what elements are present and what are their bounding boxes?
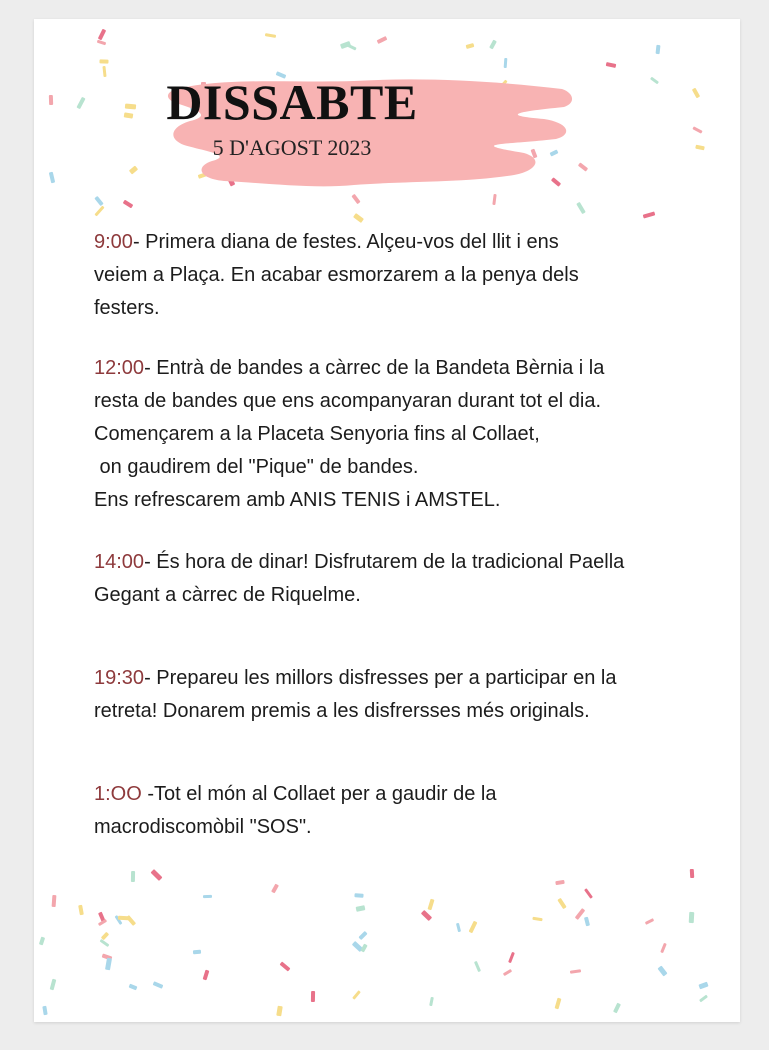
- confetti-piece: [128, 166, 137, 175]
- confetti-piece: [656, 45, 661, 54]
- confetti-piece: [503, 969, 512, 976]
- page-title: DISSABTE: [166, 74, 418, 130]
- confetti-piece: [356, 905, 366, 912]
- event-time: 12:00: [94, 357, 145, 379]
- confetti-piece: [689, 911, 695, 922]
- event-text: - És hora de dinar! Disfrutarem de la tradicional Paella: [144, 551, 625, 573]
- event-item: [94, 778, 714, 844]
- confetti-piece: [657, 965, 667, 976]
- confetti-piece: [358, 931, 367, 940]
- confetti-piece: [466, 43, 475, 49]
- event-time: 19:30: [94, 667, 145, 689]
- confetti-piece: [605, 62, 616, 68]
- event-time: 14:00: [94, 551, 145, 573]
- confetti-piece: [276, 1005, 283, 1016]
- confetti-piece: [42, 1006, 47, 1016]
- confetti-piece: [203, 895, 212, 898]
- confetti-piece: [78, 905, 84, 916]
- confetti-piece: [129, 984, 138, 991]
- event-time: 9:00: [94, 231, 133, 253]
- confetti-piece: [122, 200, 133, 209]
- confetti-piece: [492, 194, 496, 205]
- page-date: 5 D'AGOST 2023: [212, 135, 372, 160]
- confetti-piece: [377, 36, 388, 44]
- confetti-piece: [698, 981, 708, 989]
- confetti-piece: [474, 961, 481, 972]
- confetti-piece: [421, 910, 432, 921]
- confetti-piece: [584, 916, 590, 926]
- confetti-piece: [153, 982, 164, 990]
- confetti-piece: [279, 962, 290, 972]
- confetti-piece: [691, 88, 699, 99]
- confetti-piece: [508, 952, 515, 963]
- confetti-piece: [695, 145, 705, 151]
- event-text: -Tot el món al Collaet per a gaudir de la: [141, 783, 497, 805]
- event-line: on gaudirem del "Pique" de bandes.: [94, 456, 419, 478]
- event-line: macrodiscomòbil "SOS".: [94, 816, 312, 838]
- confetti-piece: [428, 899, 435, 911]
- confetti-piece: [271, 883, 279, 893]
- confetti-piece: [489, 39, 497, 49]
- confetti-piece: [469, 921, 478, 934]
- event-first-line: [94, 352, 714, 385]
- confetti-piece: [52, 894, 57, 906]
- confetti-piece: [352, 990, 361, 1000]
- confetti-piece: [361, 944, 368, 953]
- confetti-piece: [569, 969, 580, 974]
- confetti-piece: [49, 171, 55, 183]
- event-text: - Prepareu les millors disfresses per a participar en la: [144, 667, 617, 689]
- confetti-piece: [693, 126, 703, 133]
- confetti-piece: [429, 997, 434, 1006]
- event-line: retreta! Donarem premis a les disfrersses més originals.: [94, 700, 590, 722]
- confetti-piece: [99, 59, 108, 63]
- confetti-piece: [555, 880, 565, 885]
- confetti-piece: [456, 923, 461, 932]
- confetti-piece: [557, 898, 566, 909]
- confetti-piece: [98, 919, 107, 926]
- confetti-piece: [95, 205, 105, 216]
- event-item: [94, 546, 714, 612]
- confetti-piece: [354, 893, 363, 898]
- confetti-piece: [193, 950, 201, 955]
- event-line: festers.: [94, 297, 160, 319]
- event-time: 1:OO: [94, 783, 142, 805]
- confetti-piece: [613, 1002, 621, 1013]
- confetti-piece: [644, 918, 653, 925]
- event-item: [94, 662, 714, 728]
- event-first-line: [94, 546, 714, 579]
- confetti-piece: [95, 195, 104, 205]
- confetti-piece: [661, 943, 668, 953]
- confetti-piece: [151, 869, 163, 881]
- confetti-piece: [50, 979, 57, 991]
- event-text: - Entrà de bandes a càrrec de la Bandeta Bèrnia i la: [144, 357, 605, 379]
- event-first-line: [94, 778, 714, 811]
- confetti-piece: [353, 213, 364, 223]
- event-first-line: [94, 226, 714, 259]
- confetti-piece: [554, 998, 561, 1010]
- event-line: resta de bandes que ens acompanyaran durant tot el dia.: [94, 390, 602, 412]
- confetti-piece: [690, 869, 694, 878]
- event-line: Gegant a càrrec de Riquelme.: [94, 584, 361, 606]
- confetti-piece: [699, 995, 708, 1003]
- confetti-piece: [650, 77, 659, 85]
- event-item: [94, 226, 714, 325]
- confetti-piece: [97, 40, 106, 46]
- event-item: [94, 352, 714, 517]
- confetti-piece: [532, 917, 542, 922]
- confetti-piece: [100, 939, 110, 947]
- confetti-piece: [203, 970, 210, 981]
- event-first-line: [94, 662, 714, 695]
- event-line: Començarem a la Placeta Senyoria fins al Collaet,: [94, 423, 540, 445]
- confetti-piece: [105, 958, 112, 971]
- confetti-piece: [352, 194, 361, 204]
- confetti-piece: [265, 33, 276, 38]
- confetti-piece: [97, 29, 105, 41]
- confetti-piece: [584, 888, 593, 899]
- confetti-piece: [311, 991, 315, 1002]
- event-line: veiem a Plaça. En acabar esmorzarem a la penya dels: [94, 264, 579, 286]
- poster-page: [34, 19, 740, 1022]
- confetti-piece: [643, 211, 656, 218]
- confetti-piece: [577, 202, 587, 214]
- confetti-piece: [131, 871, 135, 882]
- event-line: Ens refrescarem amb ANIS TENIS i AMSTEL.: [94, 489, 501, 511]
- confetti-piece: [39, 937, 45, 946]
- event-text: - Primera diana de festes. Alçeu-vos del llit i ens: [132, 231, 559, 253]
